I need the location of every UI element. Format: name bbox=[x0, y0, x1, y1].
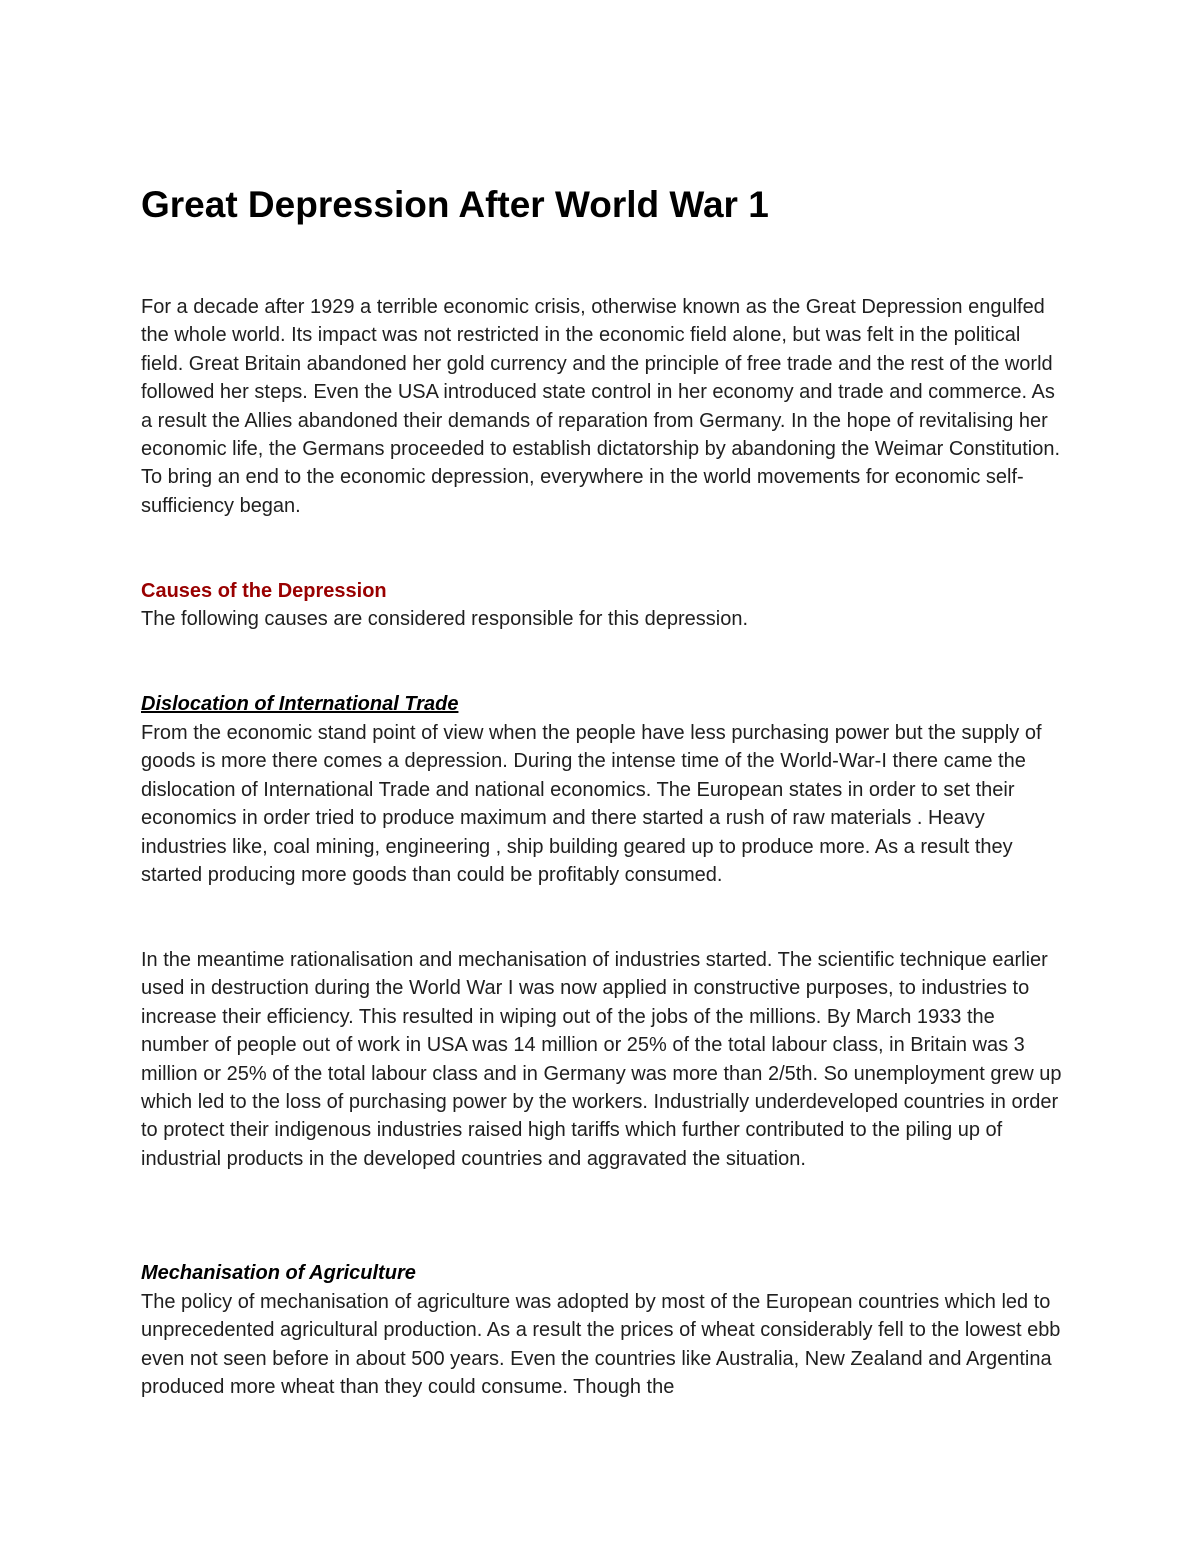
dislocation-paragraph-2: In the meantime rationalisation and mechanisation of industries started. The scientific technique earlier used in destruction during the World War I was now applied in constructive purposes, to industries to increase their efficiency. This resulted in wiping out of the jobs of the millions. By March 1933 the number of people out of work in USA was 14 million or 25% of the total labour class, in Britain was 3 million or 25% of the total labour class and in Germany was more than 2/5th. So unemployment grew up which led to the loss of purchasing power by the workers. Industrially underdeveloped countries in order to protect their indigenous industries raised high tariffs which further contributed to the piling up of industrial products in the developed countries and aggravated the situation. bbox=[141, 949, 1062, 1170]
causes-intro-paragraph: The following causes are considered responsible for this depression. bbox=[141, 608, 749, 630]
intro-paragraph: For a decade after 1929 a terrible economic crisis, otherwise known as the Great Depression engulfed the whole world. Its impact was not restricted in the economic field alone, but was felt in the political field. Great Britain abandoned her gold currency and the principle of free trade and the rest of the world followed her steps. Even the USA introduced state control in her economy and trade and commerce. As a result the Allies abandoned their demands of reparation from Germany. In the hope of revitalising her economic life, the Germans proceeded to establish dictatorship by abandoning the Weimar Constitution. To bring an end to the economic depression, everywhere in the world movements for economic self-sufficiency began. bbox=[141, 296, 1061, 517]
document-title: Great Depression After World War 1 bbox=[141, 184, 769, 225]
mechanisation-heading: Mechanisation of Agriculture bbox=[141, 1262, 416, 1284]
dislocation-heading: Dislocation of International Trade bbox=[141, 693, 459, 715]
dislocation-paragraph-1: From the economic stand point of view when the people have less purchasing power but the supply of goods is more there comes a depression. During the intense time of the World-War-I there came the dislocation of International Trade and national economics. The European states in order to set their economics in order tried to produce maximum and there started a rush of raw materials . Heavy industries like, coal mining, engineering , ship building geared up to produce more. As a result they started producing more goods than could be profitably consumed. bbox=[141, 722, 1042, 887]
mechanisation-paragraph-1: The policy of mechanisation of agriculture was adopted by most of the European countries which led to unprecedented agricultural production. As a result the prices of wheat considerably fell to the lowest ebb even not seen before in about 500 years. Even the countries like Australia, New Zealand and Argentina produced more wheat than they could consume. Though the bbox=[141, 1291, 1061, 1399]
causes-heading: Causes of the Depression bbox=[141, 580, 387, 602]
